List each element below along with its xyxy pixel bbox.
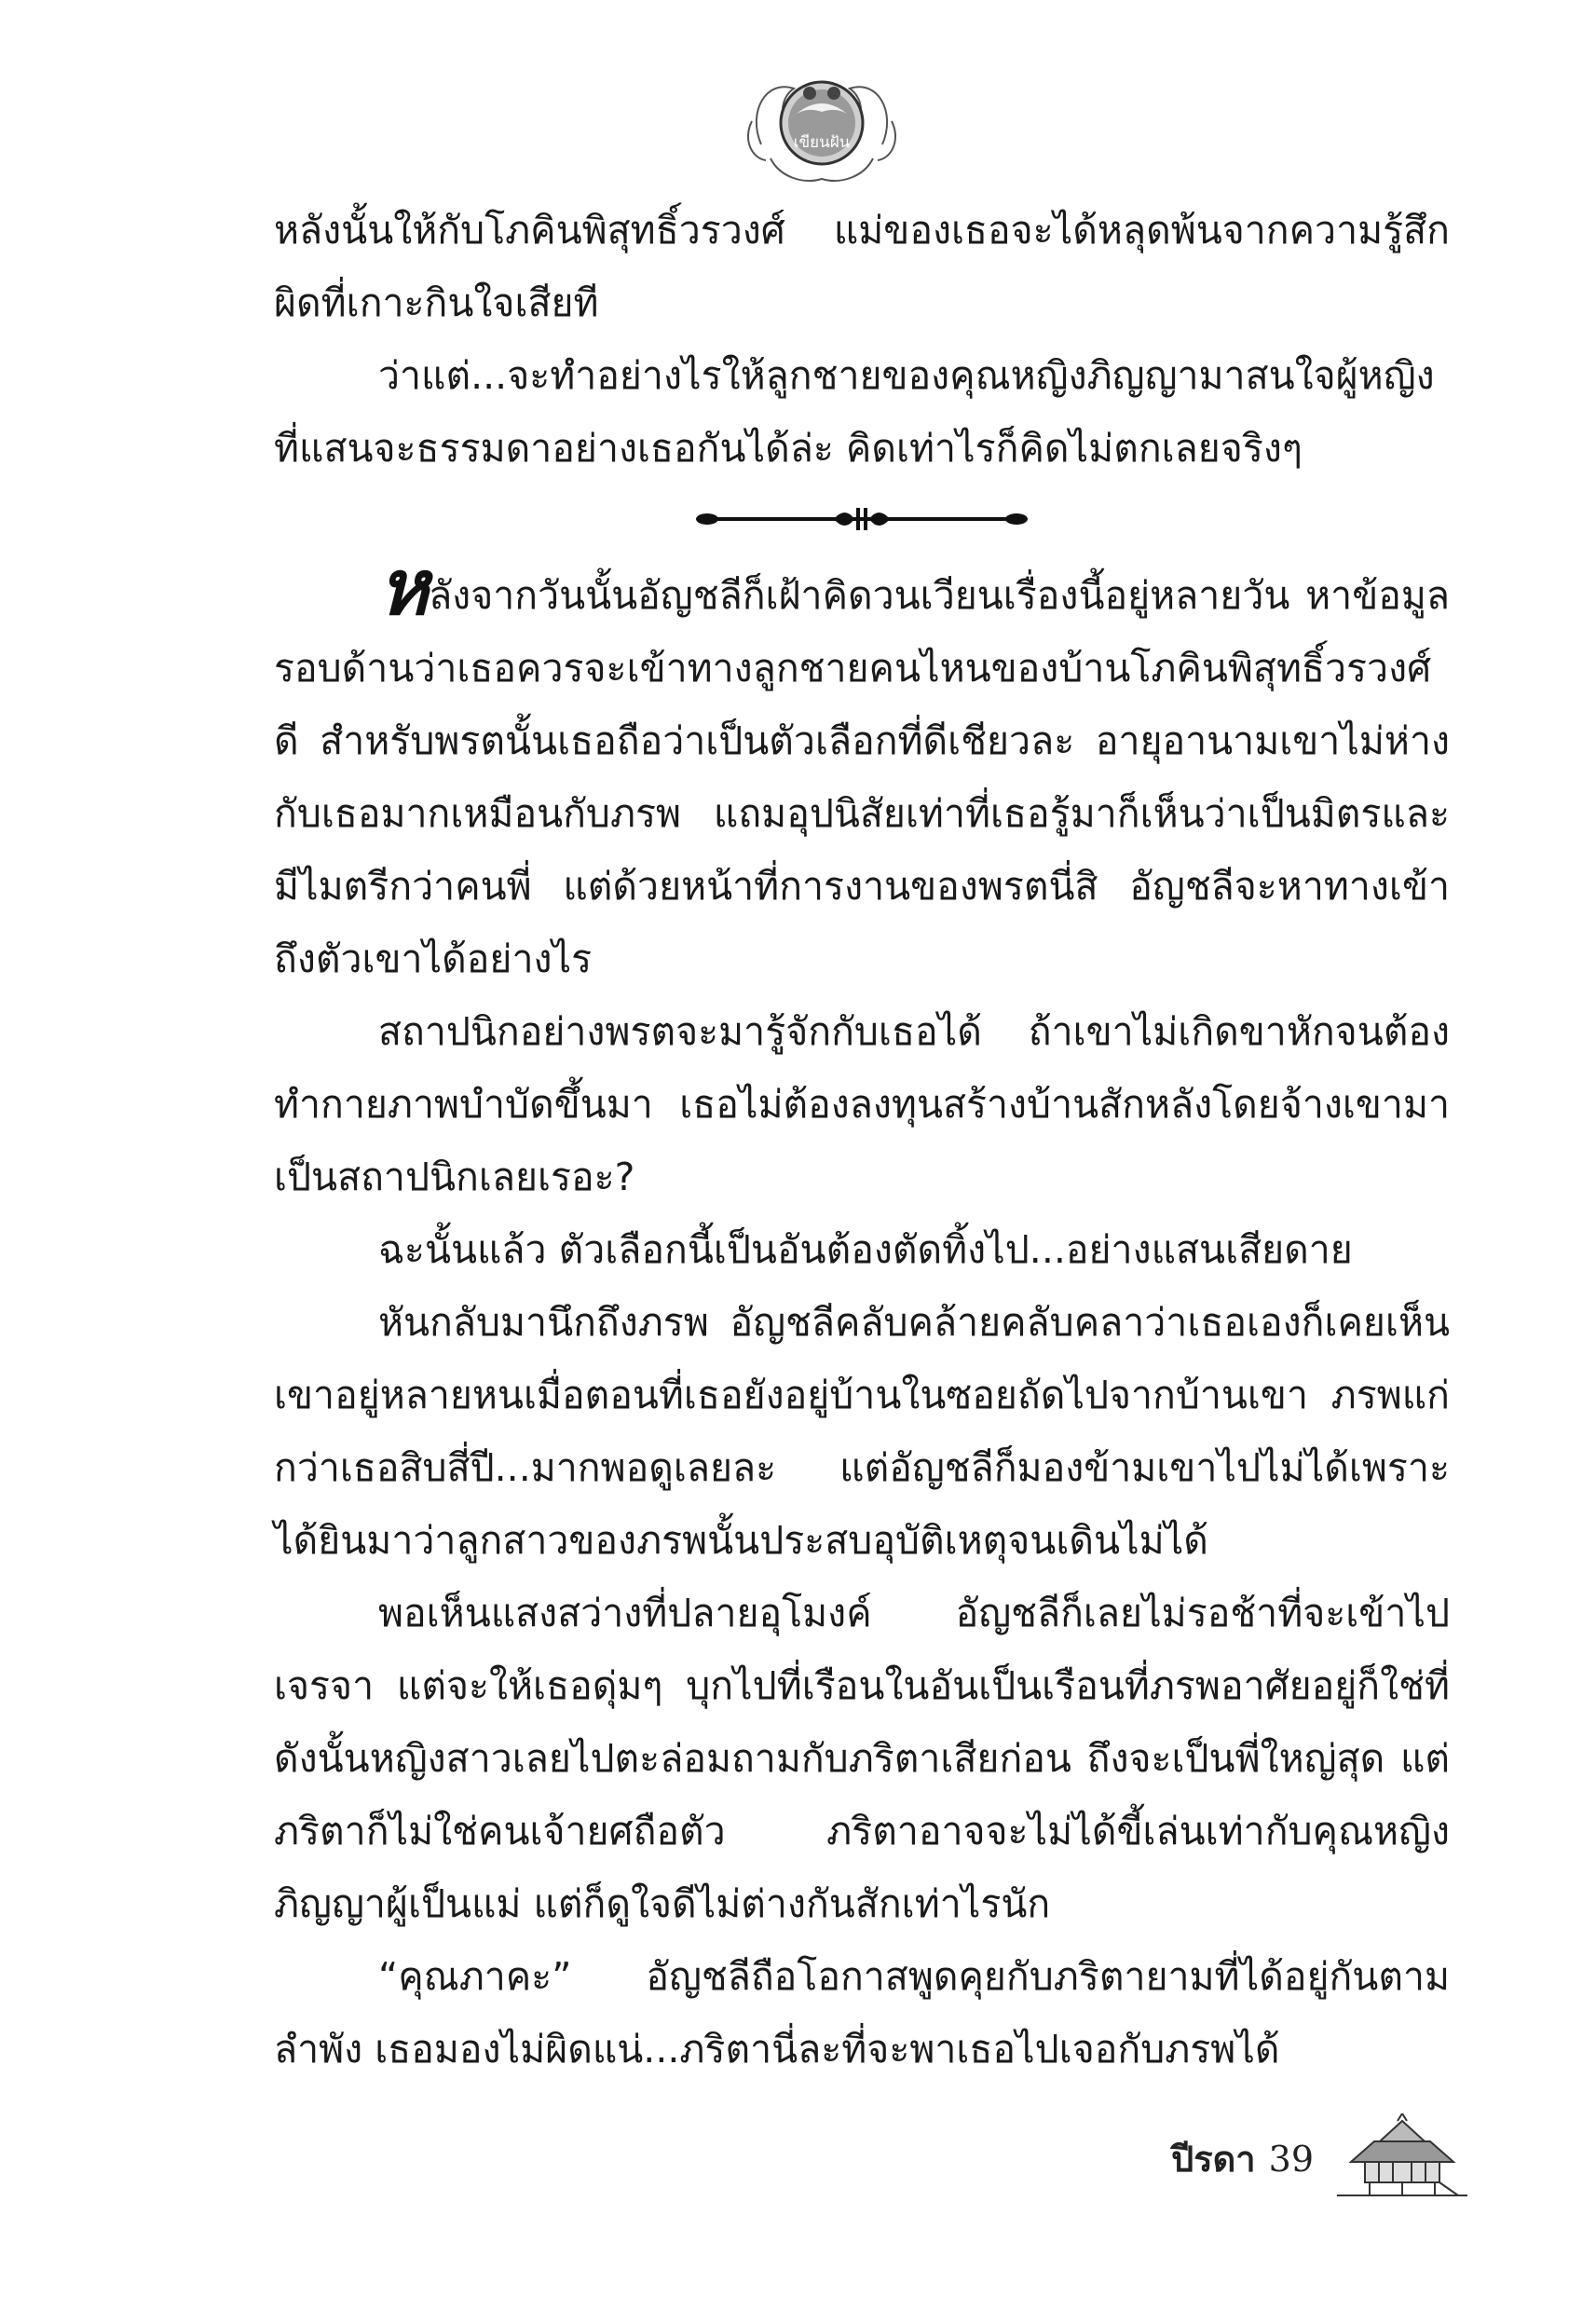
page-number: 39 [1268, 2139, 1314, 2180]
paragraph-with-dropcap [274, 543, 1450, 995]
section-divider [274, 492, 1450, 546]
folio [1171, 2130, 1314, 2187]
paragraph: พอเห็นแสงสว่างที่ปลายอุโมงค์ อัญชลีก็เลยไม่รอช้าที่จะเข้าไปเจรจา แต่จะให้เธอดุ่มๆ บุกไปที่เรือนในอันเป็นเรือนที่ภรพอาศัยอยู่ก็ใช่ที่ ดังนั้นหญิงสาวเลยไปตะล่อมถามกับภริตาเสียก่อน ถึงจะเป็นพี่ใหญ่สุด แต่ภริตาก็ไม่ใช่คนเจ้ายศถือตัว ภริตาอาจจะไม่ได้ขี้เล่นเท่ากับคุณหญิงภิญญาผู้เป็นแม่ แต่ก็ดูใจดีไม่ต่างกันสักเท่าไรนัก [274, 1591, 1450, 1926]
paragraph: ฉะนั้นแล้ว ตัวเลือกนี้เป็นอันต้องตัดทิ้งไป...อย่างแสนเสียดาย [378, 1227, 1353, 1272]
paragraph: สถาปนิกอย่างพรตจะมารู้จักกับเธอได้ ถ้าเขาไม่เกิดขาหักจนต้องทำกายภาพบำบัดขึ้นมา เธอไม่ต้องลงทุนสร้างบ้านสักหลังโดยจ้างเขามาเป็นสถาปนิกเลยเรอะ? [274, 1009, 1450, 1199]
paragraph-text: ลังจากวันนั้นอัญชลีก็เฝ้าคิดวนเวียนเรื่องนี้อยู่หลายวัน หาข้อมูลรอบด้านว่าเธอควรจะเข้าทางลูกชายคนไหนของบ้านโภคินพิสุทธิ์วรวงศ์ดี สำหรับพรตนั้นเธอถือว่าเป็นตัวเลือกที่ดีเชียวละ อายุอานามเขาไม่ห่างกับเธอมากเหมือนกับภรพ แถมอุปนิสัยเท่าที่เธอรู้มาก็เห็นว่าเป็นมิตรและมีไมตรีกว่าคนพี่ แต่ด้วยหน้าที่การงานของพรตนี่สิ อัญชลีจะหาทางเข้าถึงตัวเขาได้อย่างไร [274, 573, 1450, 981]
thai-house-icon [1332, 2113, 1472, 2197]
page-footer [1155, 2113, 1491, 2197]
paragraph: หลังนั้นให้กับโภคินพิสุทธิ์วรวงศ์ แม่ของเธอจะได้หลุดพ้นจากความรู้สึกผิดที่เกาะกินใจเสียที [274, 208, 1450, 325]
paragraph: ว่าแต่...จะทำอย่างไรให้ลูกชายของคุณหญิงภิญญามาสนใจผู้หญิงที่แสนจะธรรมดาอย่างเธอกันได้ล่ะ คิดเท่าไรก็คิดไม่ตกเลยจริงๆ [274, 353, 1435, 471]
drop-cap: ห [378, 543, 430, 633]
emblem-text: เขียนฝัน [793, 133, 851, 152]
book-title: ปีรดา [1171, 2138, 1256, 2180]
ornamental-crest-emblem-icon [743, 56, 901, 196]
paragraph: หันกลับมานึกถึงภรพ อัญชลีคลับคล้ายคลับคลาว่าเธอเองก็เคยเห็นเขาอยู่หลายหนเมื่อตอนที่เธอยังอยู่บ้านในซอยถัดไปจากบ้านเขา ภรพแก่กว่าเธอสิบสี่ปี...มากพอดูเลยละ แต่อัญชลีก็มองข้ามเขาไปไม่ได้เพราะได้ยินมาว่าลูกสาวของภรพนั้นประสบอุบัติเหตุจนเดินไม่ได้ [274, 1300, 1450, 1563]
ornamental-divider-icon [694, 500, 1030, 538]
paragraph: “คุณภาคะ” อัญชลีถือโอกาสพูดคุยกับภริตายามที่ได้อยู่กันตามลำพัง เธอมองไม่ผิดแน่...ภริตานี่ละที่จะพาเธอไปเจอกับภรพได้ [274, 1954, 1450, 2072]
body-text [274, 194, 1450, 2085]
